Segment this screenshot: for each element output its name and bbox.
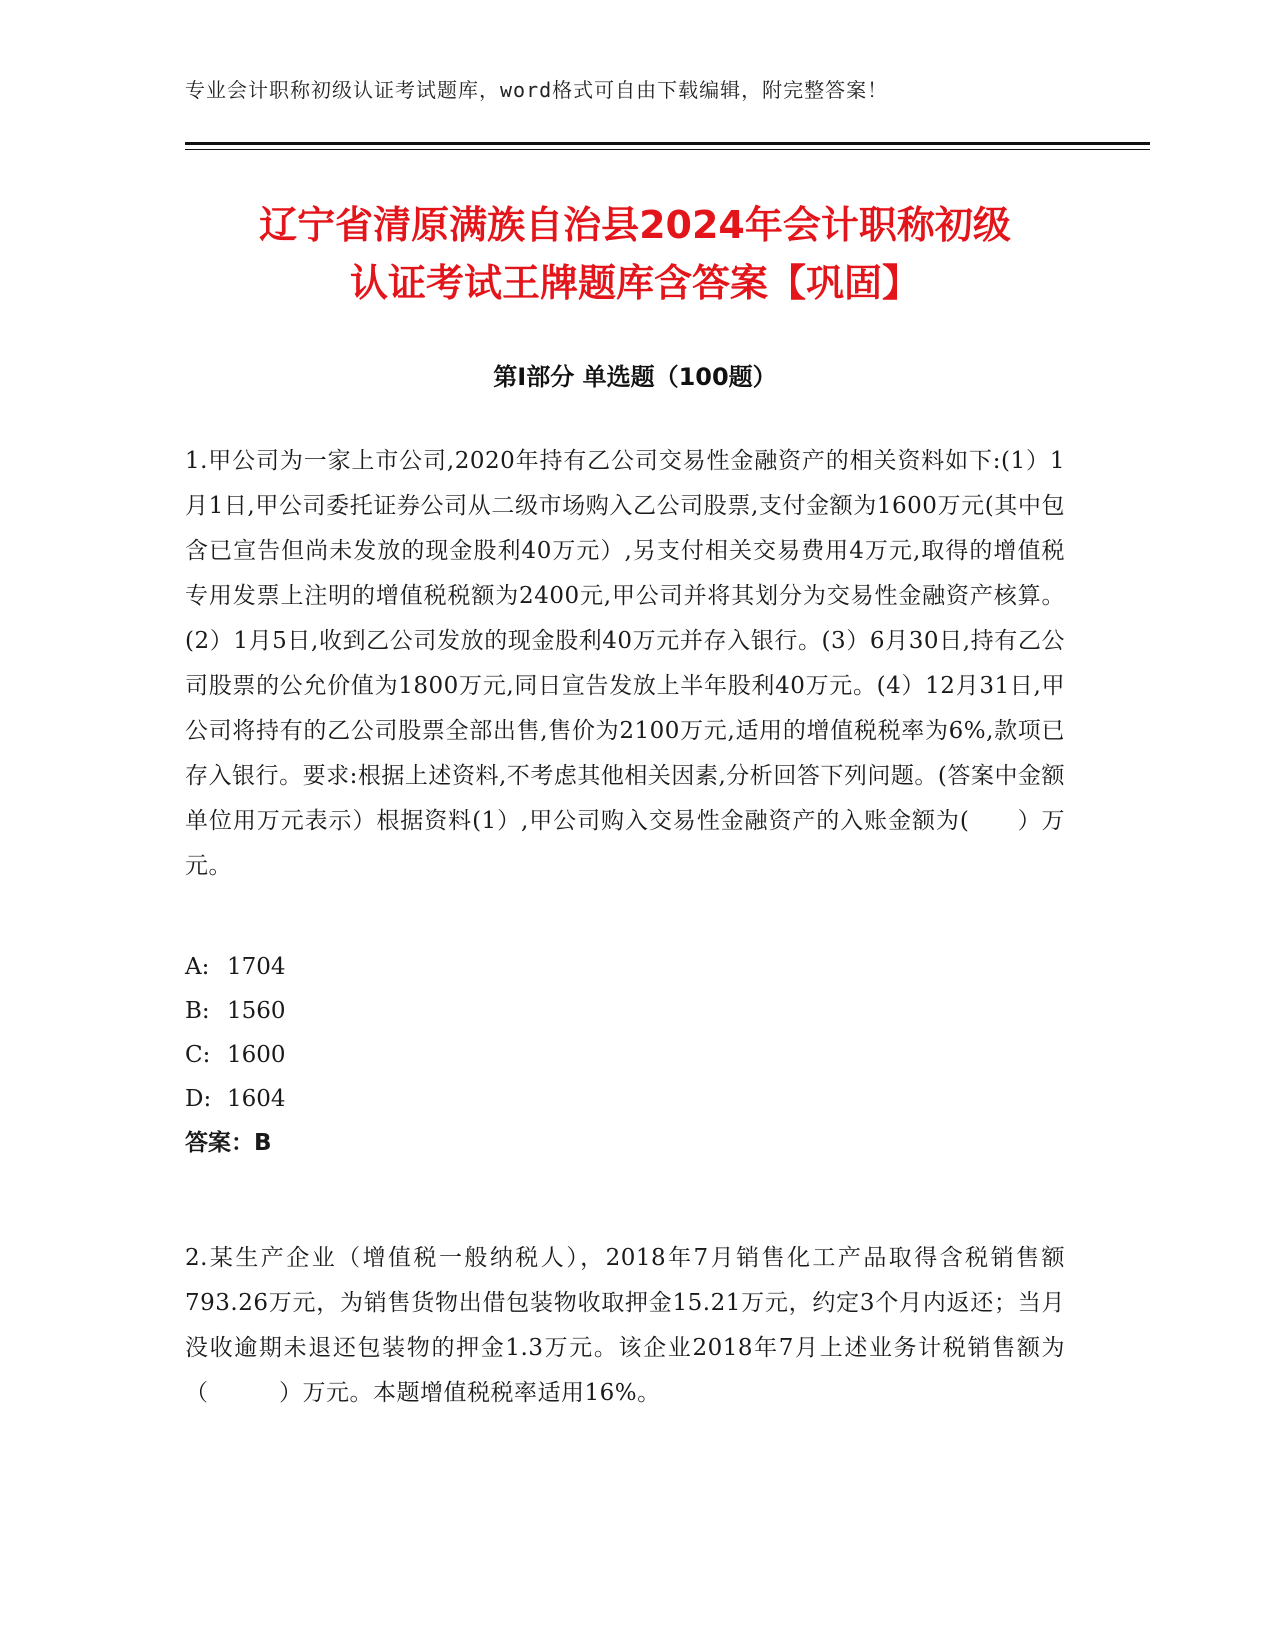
header-divider-thick [185,142,1150,145]
header-divider-thin [185,149,1150,150]
option-letter: B: [185,998,210,1024]
question-1-option-d [185,1077,286,1122]
question-1-text: 1.甲公司为一家上市公司,2020年持有乙公司交易性金融资产的相关资料如下:(1）1月1日,甲公司委托证券公司从二级市场购入乙公司股票,支付金额为1600万元(其中包含已宣告但尚未发放的现金股利40万元）,另支付相关交易费用4万元,取得的增值税专用发票上注明的增值税税额为2400元,甲公司并将其划分为交易性金融资产核算。(2）1月5日,收到乙公司发放的现金股利40万元并存入银行。(3）6月30日,持有乙公司股票的公允价值为1800万元,同日宣告发放上半年股利40万元。(4）12月31日,甲公司将持有的乙公司股票全部出售,售价为2100万元,适用的增值税税率为6%,款项已存入银行。要求:根据上述资料,不考虑其他相关因素,分析回答下列问题。(答案中金额单位用万元表示）根据资料(1）,甲公司购入交易性金融资产的入账金额为( ）万元。 [185,448,1065,879]
question-1-answer: 答案：B [185,1130,272,1156]
title-line-1: 辽宁省清原满族自治县2024年会计职称初级 [259,203,1011,247]
page-header: 专业会计职称初级认证考试题库，word格式可自由下载编辑，附完整答案！ [185,78,889,102]
question-1-option-a [185,945,286,990]
option-letter: A: [185,954,210,980]
option-letter: D: [185,1086,212,1112]
document-title [185,196,1085,312]
option-value: 1604 [227,1086,286,1112]
question-1-option-c [185,1033,286,1078]
option-letter: C: [185,1042,211,1068]
option-value: 1600 [227,1042,286,1068]
section-heading: 第Ⅰ部分 单选题（100题） [493,363,777,391]
title-line-2: 认证考试王牌题库含答案【巩固】 [349,261,920,305]
question-2-text: 2.某生产企业（增值税一般纳税人），2018年7月销售化工产品取得含税销售额793.26万元，为销售货物出借包装物收取押金15.21万元，约定3个月内返还；当月没收逾期未退还包装物的押金1.3万元。该企业2018年7月上述业务计税销售额为（ ）万元。本题增值税税率适用16%。 [185,1245,1065,1406]
option-value: 1560 [227,998,286,1024]
question-1-option-b [185,989,286,1034]
option-value: 1704 [227,954,286,980]
